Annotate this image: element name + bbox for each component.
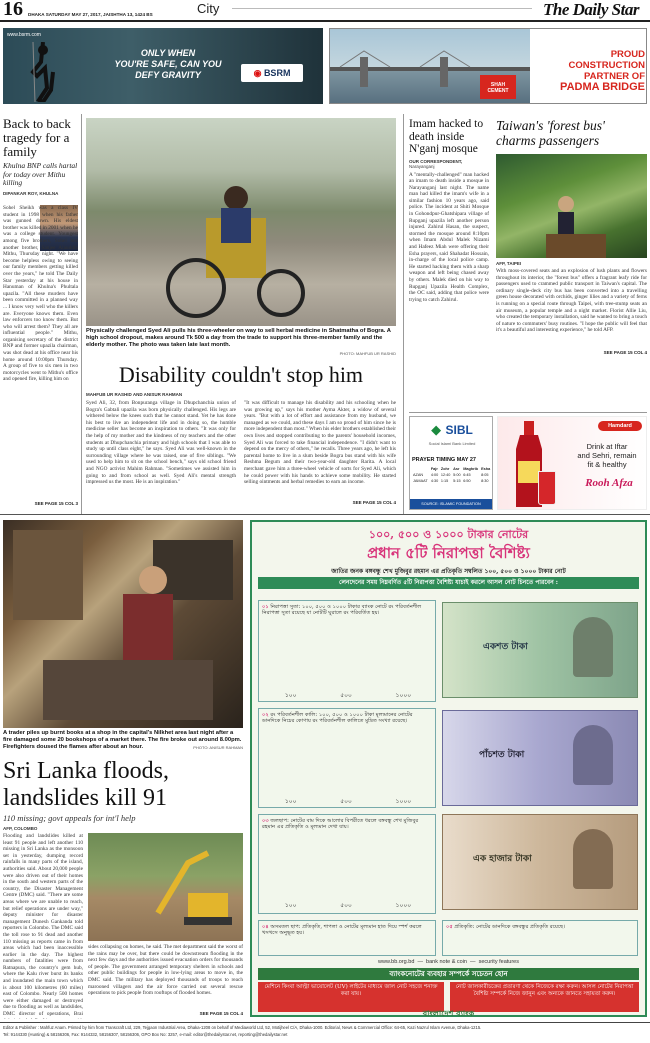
awareness-left: মেশিনে কিংবা আল্ট্রা ভায়োলেট (UV) লাইটের মাধ্যমে জাল নোট সহজে শনাক্ত করা যায়।: [258, 982, 444, 1012]
feature-3-value-1000: ১০০০: [395, 901, 412, 909]
note-1000-portrait: [573, 829, 613, 889]
banknote-title-top: ১০০, ৫০০ ও ১০০০ টাকার নোটের: [368, 528, 529, 541]
banknote-subtitle-bar: লেনদেনের সময় নিম্নবর্ণিত ৫টি নিরাপত্তা বৈশিষ্ট্য যাচাই করলে আসল নোট চিনতে পারবেন :: [258, 577, 639, 589]
banknote-tagline: bank note & coin: [426, 959, 467, 965]
srilanka-subhead: 110 missing; govt appeals for int'l help: [3, 813, 136, 823]
disability-byline: MAHFUB UR RASHID AND ANISUR RAHMAN: [86, 392, 183, 397]
prayer-cell: 5:15: [453, 479, 461, 483]
feature-1-text: নিরাপত্তা সুতা: ১০০, ৫০০ ও ১০০০ টাকার ব্যাংক নোটে রং পরিবর্তনশীল নিরাপত্তা সুতা রয়েছে যা নোটটি ঘুরালে রং পরিবর্তিত হয়।: [262, 604, 422, 617]
note-1000: [442, 814, 638, 910]
prayer-cell: JAMAAT: [413, 479, 428, 483]
srilanka-byline: AFP, COLOMBO: [3, 826, 38, 831]
feature-4-text: অসমতল ছাপ: প্রতিকৃতি, শাপলা ও নোটের মূল্যমান হাত দিয়ে স্পর্শ করলে খসখসে অনুভূত হয়।: [262, 924, 422, 937]
climber-figure: [13, 42, 73, 102]
feature-5-num: ০৫: [446, 924, 453, 930]
note-100-label: একশত টাকা: [483, 642, 528, 652]
section-name: City: [197, 1, 220, 16]
dateline: DHAKA SATURDAY MAY 27, 2017, JAISHTHA 13, 1424 BS: [28, 12, 153, 17]
disability-body-col2: "It was difficult to manage his disability and his schooling when he was growing up," says his mother Ayma Akter, a widow of several years. "But with a lot of effort and assistance from my husband, we managed as we could, and these days I am so proud of him since he is more independent than most." When his elder brothers established their own lives and stopped contributing to the parents' household incomes, Syed Ali was forced to take financial independence. "I didn't want to depend on the mercy of others," he recalls. Three years ago, he left his parental home to live in a slum beside Bogra bus stand with his wife Reshma Begum and their two-year-old daughter Rarita. A local merchant gave him a three-wheel vehicle of sorts for Syed Ali, which he could power with his hands to achieve some mobility. He started selling ointments and herbal remedies to earn an income.: [244, 400, 396, 486]
imam-byline: OUR CORRESPONDENT,: [409, 158, 463, 164]
feature-1-num: ০১: [262, 604, 269, 610]
feature-1-value-1000: ১০০০: [395, 691, 412, 699]
prayer-cell: 1:15: [440, 479, 449, 483]
feature-2-num: ০২: [262, 712, 269, 718]
feature-2-value-500: ৫০০: [340, 797, 352, 805]
srilanka-body-col1: Flooding and landslides killed at least 91 people and left another 110 missing in Sri Lanka as the monsoon set in yesterday, dumping record rainfalls in many parts of the island, authorities said. About 20,000 people were also driven out of their homes in the south and western parts of the country, the Disaster Management Centre (DMC) said. "There are some areas where we are unable to reach, but relief operations are under way," deputy minister for disaster management Dunesh Gankanda told reporters in Colombo. The DMC said the toll rose to 91 dead and another 110 missing as reports came in from areas which had been inaccessible earlier in the day. The highest numbers of fatalities were from Ratnapura, the country's gem hub, where the Kalu river burst its banks and inundated the main town which is about 100 kilometres (60 miles) east of Colombo. Nearly 500 homes were either damaged or destroyed due to flooding as well as landslides, DMC director of operations, Brai: [3, 833, 83, 1018]
prayer-cell: 8:30: [481, 479, 489, 483]
sibl-ad[interactable]: [409, 416, 493, 510]
feature-2-value-1000: ১০০০: [395, 797, 412, 805]
page-number: 16: [3, 0, 23, 20]
prayer-source: SOURCE: ISLAMIC FOUNDATION: [410, 499, 492, 509]
feature-2-text: রং পরিবর্তনশীল কালি: ১০০, ৫০০ ও ১০০০ টাকা মূল্যমানের নোটের ডানদিকে নিচের কোণায় রং পরিবর্তনশীল কালিতে মুদ্রিত সংখ্যা রয়েছে।: [262, 712, 413, 725]
imam-byline-location: Narayanganj: [409, 163, 435, 169]
bsrm-slogan: ONLY WHEN YOU'RE SAFE, CAN YOU DEFY GRAVITY: [114, 48, 222, 80]
feature-5-text: প্রতিকৃতি: নোটের ডানদিকে বঙ্গবন্ধুর প্রতিকৃতি রয়েছে।: [454, 924, 565, 930]
mithu-subhead: Khulna BNP calls hartal for today over Mithu killing: [3, 161, 78, 187]
feature-5: [442, 920, 638, 956]
srilanka-body-col2: sides collapsing on homes, he said. The met department said the worst of the rains may be over, but there could be downstream flooding in the next few days and the authorities issued evacuation orders for thousands of people. The government arranged temporary shelters in schools and other public buildings for people in low-lying areas to move in, the DMC said. The military has deployed thousands of troops to reach marooned villagers and the air force carried out several rescue operations to pick people from rooftops of flooded homes.: [88, 944, 243, 997]
feature-2-value-100: ১০০: [284, 797, 297, 805]
prayer-title: PRAYER TIMING MAY 27: [412, 457, 476, 463]
note-500-label: পাঁচশত টাকা: [479, 750, 525, 760]
feature-3-num: ০৩: [262, 818, 269, 824]
shah-cement-ad[interactable]: [329, 28, 647, 104]
note-100: [442, 602, 638, 698]
sibl-logo: ◆ SIBL: [431, 422, 473, 437]
taiwan-headline: Taiwan's 'forest bus' charms passengers: [496, 118, 605, 148]
taiwan-body: With moss-covered seats and an explosion of lush plants and flowers throughout its interior, the "forest bus" offers a fragrant leafy ride for passengers used to crammed public transport in Taiwan's capital. The ordinary single-deck city bus has been converted into a travelling green house decorated with orchids, ginger lilies and a variety of ferns is running on a special route through Taipei, with tree-stump seats an air museum, a popular temple and a night market. Florist Allie Liu, who created the temporary installation, said he wanted to bring a touch of nature to commuters' busy routines. "I hope the public will feel that it's a beautiful and interesting experience," he told AFP.: [496, 268, 647, 334]
srilanka-continue[interactable]: SEE PAGE 15 COL 4: [199, 1011, 243, 1016]
mithu-byline: DIPANKAR ROY, KHULNA: [3, 190, 59, 196]
disability-photo-credit: PHOTO: MAHFUB UR RASHID: [339, 351, 396, 356]
rooh-afza-text: Drink at Iftar and Sehri, remain fit & healthy: [577, 442, 637, 469]
banknote-url-row: www.bb.org.bd — bank note & coin — security features: [378, 959, 519, 965]
banknote-subtitle: জাতির জনক বঙ্গবন্ধু শেখ মুজিবুর রহমান এর প্রতিকৃতি সম্বলিত ১০০, ৫০০ ও ১০০০ টাকার নোট: [331, 568, 566, 575]
footer-imprint: Editor & Publisher : Mahfuz Anam. Printed by him from Transcraft Ltd, 229, Tejgaon Industrial Area, Dhaka-1208 on behalf of Mediaworld Ltd, 52, Motijheel C/A, Dhaka-1000. Editorial, News & Commercial Office: 64-65, Kazi Nazrul Islam Avenue, Dhaka-1215.: [3, 1025, 482, 1030]
fire-photo: [3, 520, 243, 728]
rooh-afza-ad[interactable]: [497, 416, 647, 510]
prayer-cell: Zohr: [440, 467, 450, 471]
feature-4-num: ০৪: [262, 924, 269, 930]
fire-photo-credit: PHOTO: ANISUR RAHMAN: [193, 745, 243, 750]
feature-3: [258, 814, 436, 914]
hamdard-logo: Hamdard: [598, 421, 642, 431]
bsrm-logo: ◉ BSRM: [241, 64, 303, 82]
mithu-headline: Back to back tragedy for a family: [3, 116, 71, 159]
tricycle-drawing: [166, 158, 316, 326]
prayer-cell: 12:40: [440, 473, 451, 477]
bsrm-logo-icon: ◉: [253, 68, 262, 78]
feature-1: [258, 600, 436, 702]
prayer-cell: 8:05: [481, 473, 489, 477]
banknote-ad[interactable]: [250, 520, 647, 1017]
bsrm-url: www.bsrm.com: [7, 32, 41, 38]
prayer-row: [412, 478, 492, 484]
prayer-cell: Maghrib: [463, 467, 478, 471]
prayer-table: [412, 466, 492, 484]
banknote-title: প্রধান ৫টি নিরাপত্তা বৈশিষ্ট্য: [367, 544, 530, 562]
mithu-continue[interactable]: SEE PAGE 15 COL 3: [34, 501, 78, 506]
shah-cement-text: PROUD CONSTRUCTION PARTNER OF PADMA BRIDGE: [560, 49, 645, 93]
forest-bus-seats: [536, 184, 616, 258]
awareness-right: নোট জালকারীচক্রের প্রতারণা থেকে নিজেকে রক্ষা করুন। আসল নোটের নিরাপত্তা বৈশিষ্ট্য সম্পর্কে নিজে জানুন এবং অন্যকে জানতে সহায়তা করুন।: [450, 982, 639, 1012]
feature-3-value-100: ১০০: [284, 901, 297, 909]
taiwan-continue[interactable]: SEE PAGE 15 COL 4: [603, 350, 647, 355]
disability-headline: Disability couldn't stop him: [118, 362, 364, 387]
prayer-cell: 6:45: [463, 473, 471, 477]
feature-4: [258, 920, 436, 956]
sibl-subtitle: Social Islami Bank Limited: [428, 441, 476, 446]
banknote-url[interactable]: www.bb.org.bd: [378, 959, 415, 965]
footer-contacts: Tel: 9144330 (Hunting) & 58156306, Fax: 9144332, 58156307, 58156306, GPO Box No: 3257, e-mail: editor@thedailystar.net, reporting@thedailystar.net: [3, 1032, 288, 1037]
rooh-afza-product: Rooh Afza: [585, 477, 633, 489]
note-1000-label: এক হাজার টাকা: [473, 854, 532, 864]
imam-story: [409, 118, 489, 408]
srilanka-headline: Sri Lanka floods, landslides kill 91: [3, 758, 169, 811]
note-500: [442, 710, 638, 806]
prayer-cell: 4:00: [430, 473, 439, 477]
imam-headline: Imam hacked to death inside N'ganj mosque: [409, 118, 484, 155]
bsrm-ad[interactable]: [3, 28, 323, 104]
masthead: [0, 0, 650, 22]
mithu-story: [3, 117, 78, 509]
disability-photo: [86, 118, 396, 326]
note-500-portrait: [573, 725, 613, 785]
feature-2: [258, 708, 436, 808]
imam-body: A "mentally-challenged" man hacked an imam to death inside a mosque in Narayanganj last night. The name man had killed the imam's wife in a similar fashion 10 years ago, said police. The incident at Shiti Mosque in Gohondpur-Ghatshipara village of Rupganj upazila left another person injured. Zahirul Hasan, the suspect, stormed the mosque around 8:10pm when Imam Abdul Malek Nizami and Hafeez Miah were offering their Esha prayers, said Shahadat Hossain, in-charge of the local police camp. He started hacking them with a sharp weapon and left being chased away by others. Malek died on his way to Rupganj Upazila Health Complex, the OC said, adding that police were trying to catch Zahirul.: [409, 171, 489, 303]
prayer-cell: 6:50: [463, 479, 471, 483]
bank-name: বাংলাদেশ ব্যাংক: [422, 1008, 475, 1018]
excavator: [148, 843, 238, 933]
prayer-cell: AZAN: [413, 473, 424, 477]
taiwan-story: [496, 118, 647, 408]
note-100-portrait: [573, 617, 613, 677]
mithu-body: Sohel Sheikh was a class IV student in 1998 when his father was gunned down. His eldest brother was killed in 2001 when he was a college student. Youngest among five brothers, Sohel lost another brother, Sanjee Alauddin Mithu, Thursday night. "We have become helpless owing to seeing our family members getting killed over the years," he told The Daily Star yesterday at his house in Hanuman of Khulna's Phultala upazila. "All these murders have been committed in a planned way ... I know very well who the killers are. Everyone knows them. Even law enforcers too know them. But who will arrest them? They all are influential people." Mithu, organising secretary of the district BNP and former upazila chairman, was shot dead at his office near his home around 10:00pm Thursday. A group of five to six men in two motorcycles went to Mithu's office and opened fire, killing him on: [3, 205, 78, 383]
disability-continue[interactable]: SEE PAGE 15 COL 4: [352, 500, 396, 505]
shah-cement-logo: SHAH CEMENT: [480, 75, 516, 99]
prayer-cell: 4:30: [430, 479, 439, 483]
taiwan-photo: [496, 154, 647, 258]
sibl-logo-icon: ◆: [431, 422, 442, 437]
disability-caption: Physically challenged Syed Ali pulls his three-wheeler on way to sell herbal medicine in Shatmatha of Bogra. A high school dropout, makes around Tk 500 a day from the trade to support his three-member family and the elderly mother. The photo was taken late last month.: [86, 328, 391, 348]
burnt-books: [3, 520, 243, 728]
fire-caption: A trader piles up burnt books at a shop in the capital's Nilkhet area last night after a fire damaged some 20 bookshops of a market there. The fire broke out around 8.00pm. Firefighters doused the flames after about an hour.: [3, 730, 242, 750]
disability-body-col1: Syed Ali, 32, from Bonpuranga village in Dhupchanchia union of Bogra's Gabtali upazila was born physically challenged. His legs are withered below the knees such that he cannot stand. Yet he has done his best to live an independent life and in doing so, the humble medicine seller has become an inspiration to others. "It was only for the help of my mother and the kindness of my teachers and the other students at Dhupchanchia primary and high schools that I was able to study up until class eight," he says. Syed Ali was well-known in the surrounding village where he was raised, one of five siblings. "We used to help him to sit on the school bench," says old school friend and NGO activist Mahim Rahman. "Sometimes we assisted him in going to and from school as well. Syed Ali's mental strength impressed us the most. He is an inspiration.": [86, 400, 236, 486]
glass-icon: [538, 471, 556, 505]
prayer-cell: 5:00: [453, 473, 461, 477]
paper-name: The Daily Star: [543, 0, 639, 19]
prayer-cell: Fajr: [430, 467, 438, 471]
prayer-cell: Asr: [453, 467, 460, 471]
feature-1-value-500: ৫০০: [340, 691, 352, 699]
taiwan-byline: AFP, TAIPEI: [496, 261, 522, 266]
awareness-title: ব্যাংকনোটের ব্যবহার সম্পর্কে সচেতন হোন: [258, 968, 639, 980]
feature-3-text: জলছাপ: নোটের বাম দিকে আলোর বিপরীতে ধরলে বঙ্গবন্ধু শেখ মুজিবুর রহমান এর প্রতিকৃতি ও মূল্যমান দেখা যায়।: [262, 818, 419, 831]
srilanka-photo: [88, 833, 243, 941]
feature-1-value-100: ১০০: [284, 691, 297, 699]
banknote-tagline2: security features: [478, 959, 519, 965]
prayer-cell: Esha: [481, 467, 491, 471]
feature-3-value-500: ৫০০: [340, 901, 352, 909]
